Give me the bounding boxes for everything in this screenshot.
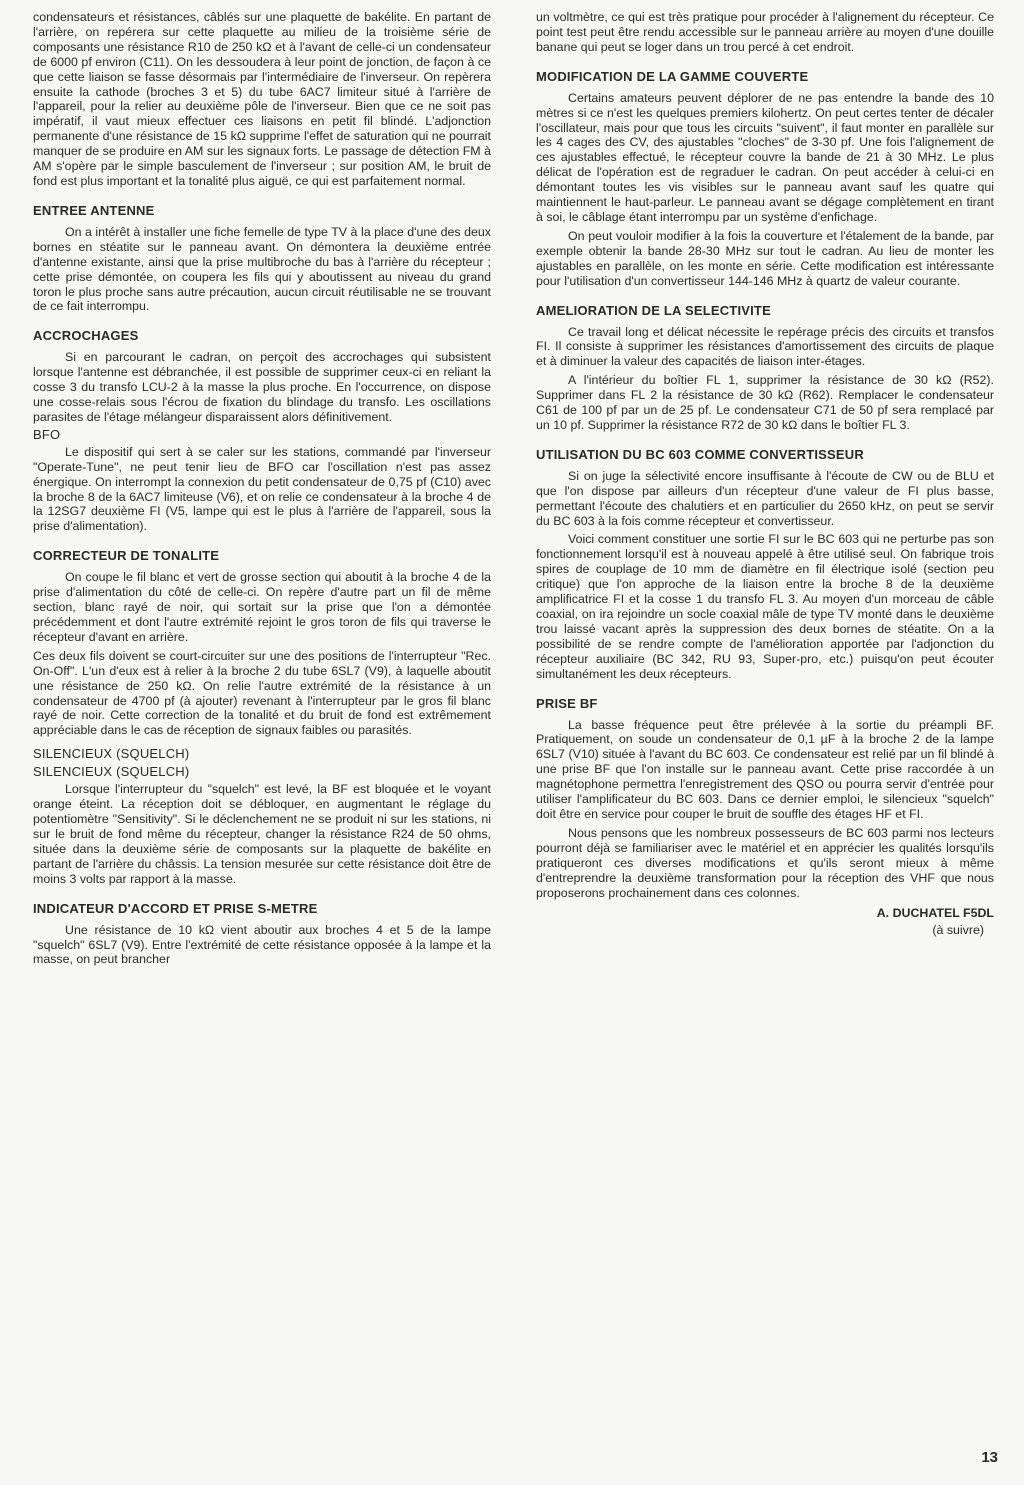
paragraph: Si en parcourant le cadran, on perçoit des accrochages qui subsistent lorsque l'antenne est débranchée, il est possible de supprimer ceux-ci en reliant la cosse 3 du transfo LCU-2 à la masse la plus proche. En l'occurrence, on dispose une cosse-relais sous l'écrou de fixation du blindage du transfo. Les oscillations parasites de l'étage mélangeur disparaissent alors définitivement. [33,350,491,424]
author-signature: A. DUCHATEL F5DL [876,906,994,921]
paragraph: un voltmètre, ce qui est très pratique pour procéder à l'alignement du récepteur. Ce point test peut être rendu accessible sur le panneau arrière au moyen d'une douille banane qui peut se loger dans un trou percé à cet endroit. [536,10,994,54]
paragraph: Si on juge la sélectivité encore insuffisante à l'écoute de CW ou de BLU et que l'on dispose par ailleurs d'un récepteur d'une valeur de FI plus basse, permettant l'écoute des chalutiers et en particulier du 2650 kHz, on peut se servir du BC 603 à la fois comme récepteur et convertisseur. [536,468,994,528]
paragraph: On a intérêt à installer une fiche femelle de type TV à la place d'une des deux bornes en stéatite sur le panneau avant. On démontera la deuxième entrée d'antenne existante, ainsi que la prise multibroche du bas à l'arrière du récepteur ; cette prise démontée, on coupera les fils qui y aboutissent au niveau du grand toron le plus proche sans autre précaution, aucun circuit réutilisable ne se trouvant de ce fait interrompu. [33,224,491,314]
heading-silencieux-repeat: SILENCIEUX (SQUELCH) [33,764,190,780]
heading-entree-antenne: ENTREE ANTENNE [33,202,155,218]
right-column [536,10,994,938]
paragraph: Ce travail long et délicat nécessite le repérage précis des circuits et transfos FI. Il consiste à supprimer les résistances d'amortissement des circuits de plaque et à diminuer la valeur des capacités de liaison inter-étages. [536,324,994,369]
left-column [33,10,491,967]
paragraph: Voici comment constituer une sortie FI sur le BC 603 qui ne perturbe pas son fonctionnement lorsqu'il est à nouveau appelé à être utilisé seul. On fabrique trois spires de couplage de 10 mm de diamètre en fil électrique isolé (section peu critique) que l'on approche de la liaison entre la broche 8 de la deuxième amplificatrice FI et la cosse 1 du transfo FL 3. Au moyen d'un morceau de câble coaxial, on ira rejoindre un socle coaxial mâle de type TV monté dans le deuxième trou laissé vacant après la suppression des deux bornes de stéatite. On a la possibilité de se rendre compte de l'amélioration apportée par l'adjonction du récepteur auxiliaire (BC 342, RU 93, Super-pro, etc.) puisqu'on peut écouter simultanément les deux récepteurs. [536,532,994,681]
heading-silencieux: SILENCIEUX (SQUELCH) [33,746,190,762]
heading-accrochages: ACCROCHAGES [33,328,139,344]
paragraph: La basse fréquence peut être prélevée à la sortie du préampli BF. Pratiquement, on soude un condensateur de 0,1 µF à la broche 2 de la lampe 6SL7 (V10) située à l'avant du BC 603. Ce condensateur est relié par un fil blindé à une prise BF que l'on installe sur le panneau avant. Cette prise raccordée à un magnétophone permettra l'enregistrement des QSO ou pourra servir d'entrée pour utiliser l'amplificateur du BC 603. Dans ce dernier emploi, le silencieux "squelch" doit être en service pour couper le bruit de souffle des étages HF et FI. [536,717,994,821]
paragraph: Nous pensons que les nombreux possesseurs de BC 603 parmi nos lecteurs pourront déjà se familiariser avec le matériel et en apprécier les qualités lorsqu'ils pratiqueront ces diverses modifications et qu'ils seront mieux à même d'entreprendre la deuxième transformation pour la réception des VHF que nous proposerons prochainement dans ces colonnes. [536,825,994,900]
heading-correcteur-tonalite: CORRECTEUR DE TONALITE [33,548,220,564]
paragraph: condensateurs et résistances, câblés sur une plaquette de bakélite. En partant de l'arrière, on repérera sur cette plaquette au milieu de la troisième série de composants une résistance R10 de 250 kΩ et à l'avant de celle-ci un condensateur de 6000 pf environ (C11). On les dessoudera à leur point de jonction, de façon à ce que cette liaison se fasse désormais par l'intermédiaire de l'inverseur. On repèrera ensuite la cathode (broches 3 et 5) du tube 6AC7 limiteur situé à l'arrière de l'appareil, pour la relier au deuxième pôle de l'inverseur. Bien que ce ne soit pas impératif, il vaut mieux effectuer ces liaisons en petit fil blindé. L'adjonction permanente d'une résistance de 15 kΩ supprime l'effet de saturation qui ne pourrait manquer de se produire en AM sur les signaux forts. Le passage de détection FM à AM s'opère par le simple basculement de l'inverseur ; sur position AM, le bruit de fond est plus important et la tonalité plus aiguë, ce qui est parfaitement normal. [33,10,491,188]
heading-bc603-convertisseur: UTILISATION DU BC 603 COMME CONVERTISSEUR [536,446,864,462]
page-number: 13 [981,1449,998,1466]
paragraph: Une résistance de 10 kΩ vient aboutir aux broches 4 et 5 de la lampe "squelch" 6SL7 (V9). Entre l'extrémité de cette résistance opposée à la lampe et la masse, on peut brancher [33,922,491,967]
heading-indicateur-accord: INDICATEUR D'ACCORD ET PRISE S-METRE [33,900,318,916]
paragraph: On peut vouloir modifier à la fois la couverture et l'étalement de la bande, par exemple obtenir la bande 28-30 MHz sur tout le cadran. Au lieu de monter les ajustables en parallèle, on les monte en série. Cette modification est intéressante pour l'utilisation d'un convertisseur 144-146 MHz à quartz de valeur courante. [536,228,994,288]
paragraph: Ces deux fils doivent se court-circuiter sur une des positions de l'interrupteur "Rec. On-Off". L'un d'eux est à relier à la broche 2 du tube 6SL7 (V9), à laquelle aboutit une résistance de 250 kΩ. On relie l'autre extrémité de la résistance à un condensateur de 4700 pf (à ajouter) revenant à l'interrupteur par le gros fil blanc rayé de noir. Cette correction de la tonalité et du bruit de fond est extrêmement appréciable dans le cas de réception de signaux faibles ou parasités. [33,648,491,738]
paragraph: A l'intérieur du boîtier FL 1, supprimer la résistance de 30 kΩ (R52). Supprimer dans FL 2 la résistance de 30 kΩ (R62). Remplacer le condensateur C61 de 100 pf par un de 25 pf. Le condensateur C71 de 50 pf sera remplacé par un 10 pf. Supprimer la résistance R72 de 30 kΩ dans le boîtier FL 3. [536,373,994,432]
paragraph: Certains amateurs peuvent déplorer de ne pas entendre la bande des 10 mètres si ce n'est les quelques premiers kilohertz. On peut certes tenter de décaler l'oscillateur, mais pour que tous les circuits "suivent", il faut monter en parallèle sur les 4 cages des CV, des ajustables "cloches" de 3-30 pf. Une fois l'alignement de ces ajustables effectué, le récepteur couvre la bande de 21 à 30 MHz. Le plus délicat de l'opération est de regraduer le cadran. On peut accéder à celui-ci en démontant toutes les vis visibles sur le panneau avant sauf les quatre qui maintiennent le haut-parleur. Le panneau avant se dégage complètement en tirant à soi, le câblage étant interrompu par un système d'enfichage. [536,90,994,224]
heading-modification-gamme: MODIFICATION DE LA GAMME COUVERTE [536,68,809,84]
paragraph: Le dispositif qui sert à se caler sur les stations, commandé par l'inverseur "Operate-Tune", ne peut tenir lieu de BFO car l'oscillation n'est pas assez énergique. On interrompt la connexion du petit condensateur de 0,75 pf (C10) avec la broche 8 de la 6AC7 limiteuse (V6), et on relie ce condensateur à la broche 4 de la 12SG7 deuxième FI (V5, lampe qui est le plus à l'arrière de l'appareil, sous la prise d'alimentation). [33,444,491,534]
continued-note: (à suivre) [932,923,984,938]
heading-prise-bf: PRISE BF [536,695,598,711]
paragraph: Lorsque l'interrupteur du "squelch" est levé, la BF est bloquée et le voyant orange éteint. La réception doit se débloquer, en augmentant le réglage du potentiomètre "Sensitivity". Si le déclenchement ne se produit ni sur les stations, ni sur le bruit de fond même du récepteur, changer la résistance R24 de 50 ohms, située dans la deuxième série de composants sur la plaquette de bakélite en partant de l'arrière du châssis. La tension mesurée sur cette résistance doit être de moins 3 volts par rapport à la masse. [33,782,491,886]
heading-bfo: BFO [33,426,61,442]
paragraph: On coupe le fil blanc et vert de grosse section qui aboutit à la broche 4 de la prise d'alimentation du côté de celle-ci. On repère d'autre part un fil de même section, blanc rayé de noir, qui sortait sur la prise que l'on a démontée précédemment et dont l'autre extrémité rejoint le gros toron de fils qui traverse le récepteur d'avant en arrière. [33,570,491,644]
heading-selectivite: AMELIORATION DE LA SELECTIVITE [536,302,771,318]
